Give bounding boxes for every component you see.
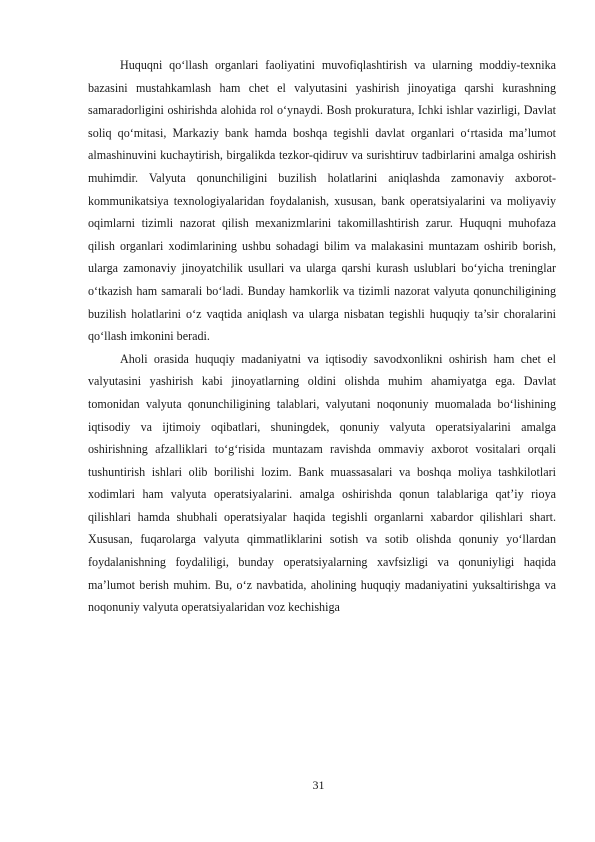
paragraph-1: Huquqni qo‘llash organlari faoliyatini muvofiqlashtirish va ularning moddiy-texnika bazasini mustahkamlash ham chet el valyutasini yashirish jinoyatiga qarshi kurashning samaradorligini oshirishda alohida rol o‘ynaydi. Bosh prokuratura, Ichki ishlar vazirligi, Davlat soliq qo‘mitasi, Markaziy bank hamda boshqa tegishli davlat organlari o‘rtasida ma’lumot almashinuvini kuchaytirish, birgalikda tezkor-qidiruv va surishtiruv tadbirlarini amalga oshirish muhimdir. Valyuta qonunchiligini buzilish holatlarini aniqlashda zamonaviy axborot-kommunikatsiya texnologiyalaridan foydalanish, xususan, bank operatsiyalarini va moliyaviy oqimlarni tizimli nazorat qilish mexanizmlarini takomillashtirish zarur. Huquqni muhofaza qilish organlari xodimlarining ushbu sohadagi bilim va malakasini muntazam oshirib borish, ularga zamonaviy jinoyatchilik usullari va ularga qarshi kurash uslublari bo‘yicha treninglar o‘tkazish ham samarali bo‘ladi. Bunday hamkorlik va tizimli nazorat valyuta qonunchiligining buzilish holatlarini o‘z vaqtida aniqlash va ularga nisbatan tegishli huquqiy ta’sir choralarini qo‘llash imkonini beradi. [88, 58, 556, 344]
paragraph-2: Aholi orasida huquqiy madaniyatni va iqtisodiy savodxonlikni oshirish ham chet el valyutasini yashirish kabi jinoyatlarning oldini olishda muhim ahamiyatga ega. Davlat tomonidan valyuta qonunchiligining talablari, valyutani noqonuniy muomalada bo‘lishining iqtisodiy va ijtimoiy oqibatlari, shuningdek, qonuniy valyuta operatsiyalarini amalga oshirishning afzalliklari to‘g‘risida muntazam ravishda ommaviy axborot vositalari orqali tushuntirish ishlari olib borilishi lozim. Bank muassasalari va boshqa moliya tashkilotlari xodimlari ham valyuta operatsiyalarini. amalga oshirishda qonun talablariga qat’iy rioya qilishlari hamda shubhali operatsiyalar haqida tegishli organlarni xabardor qilishlari shart. Xususan, fuqarolarga valyuta qimmatliklarini sotish va sotib olishda qonuniy yo‘llardan foydalanishning foydaliligi, bunday operatsiyalarning xavfsizligi va qonuniyligi haqida ma’lumot berish muhim. Bu, o‘z navbatida, aholining huquqiy madaniyatini yuksaltirishga va noqonuniy valyuta operatsiyalaridan voz kechishiga [88, 351, 556, 615]
page-number: 31 [312, 778, 325, 792]
document-page [88, 54, 556, 619]
